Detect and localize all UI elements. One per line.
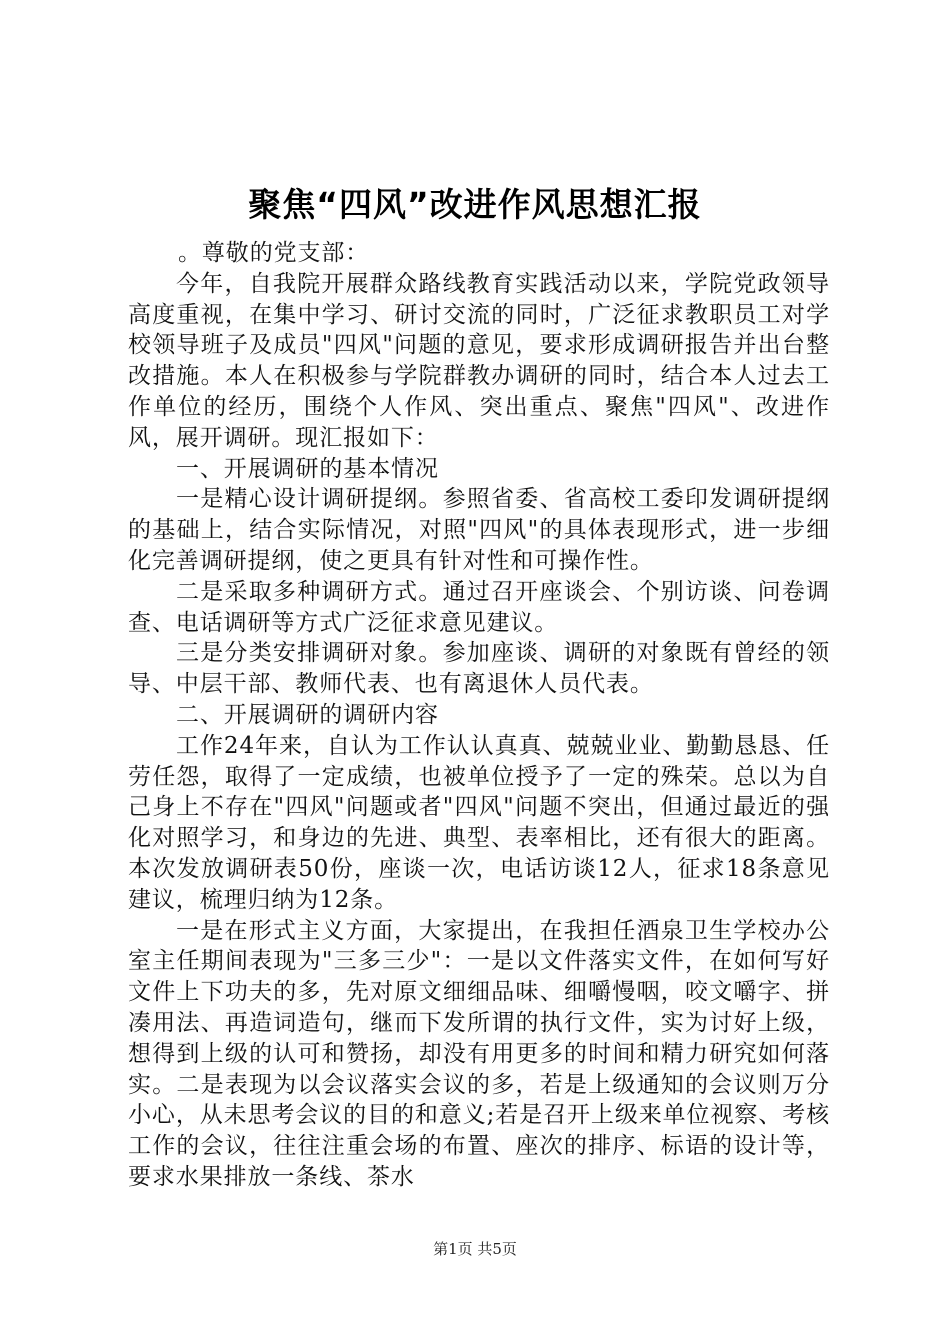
paragraph-work-summary: 工作24年来，自认为工作认认真真、兢兢业业、勤勤恳恳、任劳任怨，取得了一定成绩，也被单位授予了一定的殊荣。总以为自己身上不存在"四风"问题或者"四风"问题不突出，但通过最近的强化对照学习，和身边的先进、典型、表率相比，还有很大的距离。本次发放调研表50份，座谈一次，电话访谈12人，征求18条意见建议，梳理归纳为12条。 <box>128 732 830 913</box>
paragraph-formalism: 一是在形式主义方面，大家提出，在我担任酒泉卫生学校办公室主任期间表现为"三多三少"：一是以文件落实文件，在如何写好文件上下功夫的多，先对原文细细品味、细嚼慢咽，咬文嚼字、拼凑用法、再造词造句，继而下发所谓的执行文件，实为讨好上级，想得到上级的认可和赞扬，却没有用更多的时间和精力研究如何落实。二是表现为以会议落实会议的多，若是上级通知的会议则万分小心，从未思考会议的目的和意义;若是召开上级来单位视察、考核工作的会议，往往注重会场的布置、座次的排序、标语的设计等，要求水果排放一条线、茶水 <box>128 917 830 1190</box>
document-title: 聚焦“四风”改进作风思想汇报 <box>248 185 702 224</box>
paragraph-item-1: 一是精心设计调研提纲。参照省委、省高校工委印发调研提纲的基础上，结合实际情况，对照"四风"的具体表现形式，进一步细化完善调研提纲，使之更具有针对性和可操作性。 <box>128 486 830 574</box>
page-number-footer: 第1页 共5页 <box>433 1240 517 1258</box>
section-heading-1: 一、开展调研的基本情况 <box>176 455 439 482</box>
document-body <box>128 238 830 1193</box>
section-heading-2: 二、开展调研的调研内容 <box>176 701 439 728</box>
paragraph-item-3: 三是分类安排调研对象。参加座谈、调研的对象既有曾经的领导、中层干部、教师代表、也有离退休人员代表。 <box>128 640 830 698</box>
paragraph-intro: 今年，自我院开展群众路线教育实践活动以来，学院党政领导高度重视，在集中学习、研讨交流的同时，广泛征求教职员工对学校领导班子及成员"四风"问题的意见，要求形成调研报告并出台整改措施。本人在积极参与学院群教办调研的同时，结合本人过去工作单位的经历，围绕个人作风、突出重点、聚焦"四风"、改进作风，展开调研。现汇报如下： <box>128 270 830 451</box>
paragraph-item-2: 二是采取多种调研方式。通过召开座谈会、个别访谈、问卷调查、电话调研等方式广泛征求意见建议。 <box>128 578 830 636</box>
salutation: 。尊敬的党支部： <box>178 240 370 266</box>
